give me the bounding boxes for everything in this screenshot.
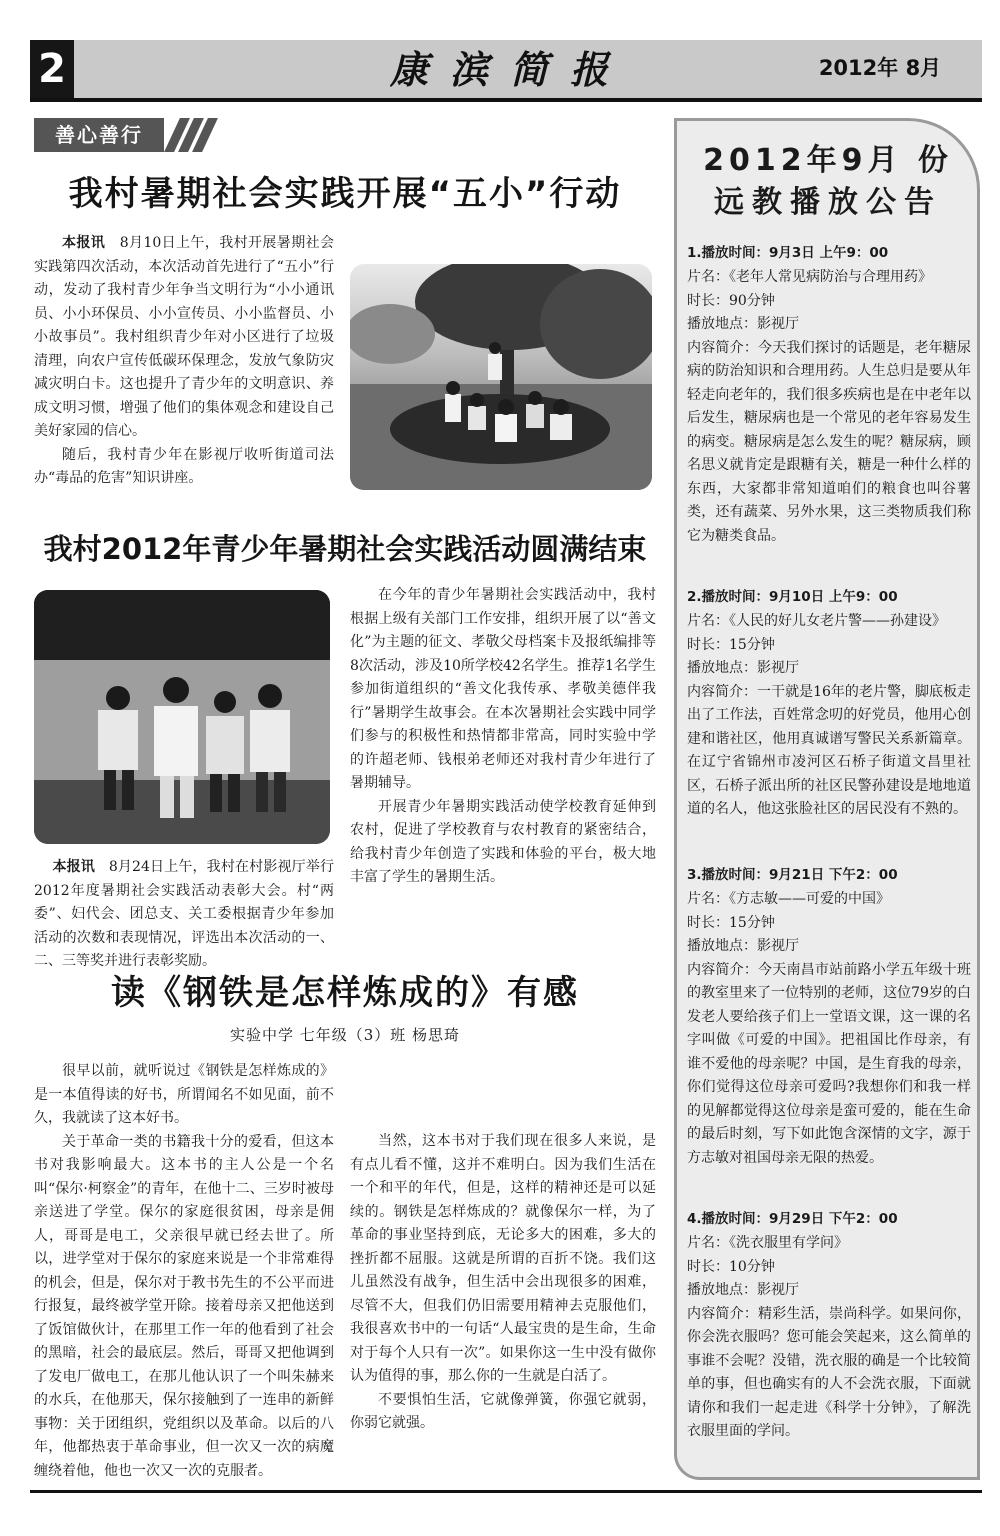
footer-rule bbox=[30, 1490, 982, 1493]
newspaper-title: 康滨简报 bbox=[389, 47, 630, 92]
broadcast-duration: 时长：15分钟 bbox=[687, 914, 775, 931]
article2-paragraph bbox=[34, 856, 334, 974]
broadcast-time: 2.播放时间：9月10日 上午9：00 bbox=[687, 589, 898, 605]
broadcast-summary: 内容简介：精彩生活，崇尚科学。如果问你，你会洗衣服吗？您可能会笑起来，这么简单的事谁不会呢？没错，洗衣服的确是一个比较简单的事，但也确实有的人不会洗衣服，下面就请你和我们一起走进《科学十分钟》，了解洗衣服里面的学问。 bbox=[687, 1305, 971, 1439]
article3-paragraph: 当然，这本书对于我们现在很多人来说，是有点儿看不懂，这并不难明白。因为我们生活在一个和平的年代，但是，这样的精神还是可以延续的。钢铁是怎样炼成的？就像保尔一样，为了革命的事业坚持到底，无论多大的困难，多大的挫折都不屈服。这就是所谓的百折不饶。我们这儿虽然没有战争，但生活中会出现很多的困难，尽管不大，但我们仍旧需要用精神去克服他们，我很喜欢书中的一句话“人最宝贵的是生命，生命对于每个人只有一次”。如果你这一生中没有做你认为值得的事，那么你的一生就是白活了。 bbox=[350, 1133, 656, 1384]
article3-paragraph: 不要惧怕生活，它就像弹簧，你强它就弱，你弱它就强。 bbox=[350, 1391, 656, 1431]
article2-paragraph: 开展青少年暑期实践活动使学校教育延伸到农村，促进了学校教育与农村教育的紧密结合，给我村青少年创造了实践和体验的平台，极大地丰富了学生的暑期生活。 bbox=[350, 798, 656, 885]
article3-column-right bbox=[350, 1130, 656, 1436]
broadcast-film: 片名：《方志敏——可爱的中国》 bbox=[687, 891, 890, 907]
broadcast-duration: 时长：10分钟 bbox=[687, 1258, 775, 1275]
article3-byline: 实验中学 七年级（3）班 杨思琦 bbox=[229, 1026, 461, 1044]
broadcast-venue: 播放地点：影视厅 bbox=[687, 1282, 799, 1298]
article3-paragraph: 关于革命一类的书籍我十分的爱看，但这本书对我影响最大。这本书的主人公是一个名叫“保尔·柯察金”的青年，在他十二、三岁时被母亲送进了学堂。保尔的家庭很贫困，母亲是佣人，哥哥是电工，父亲很早就已经去世了。所以，进学堂对于保尔的家庭来说是一个非常难得的机会，但是，保尔对于教书先生的不公平而进行报复，最终被学堂开除。接着母亲又把他送到了饭馆做伙计，在那里工作一年的他看到了社会的黑暗，社会的最底层。然后，哥哥又把他调到了发电厂做电工，在那儿他认识了一个叫朱赫来的水兵，在他那天，保尔接触到了一连串的新鲜事物：关于团组织，党组织以及革命。以后的八年，他都热衷于革命事业，但一次又一次的病魔缠绕着他，他也一次又一次的克服者。 bbox=[34, 1133, 334, 1479]
broadcast-item bbox=[687, 584, 971, 822]
broadcast-venue: 播放地点：影视厅 bbox=[687, 660, 799, 676]
article3-column-left bbox=[34, 1060, 334, 1483]
broadcast-summary: 内容简介：今天南昌市站前路小学五年级十班的教室里来了一位特别的老师，这位79岁的白发老人要给孩子们上一堂语文课，这一课的名字叫做《可爱的中国》。把祖国比作母亲，有谁不爱他的母亲呢？中国，是生育我的母亲，你们觉得这位母亲可爱吗?我想你们和我一样的见解都觉得这位母亲是蛮可爱的，能在生命的最后时刻，写下如此饱含深情的文字，源于方志敏对祖国母亲无限的热爱。 bbox=[687, 961, 971, 1166]
article2-photo bbox=[34, 590, 330, 844]
header-rule bbox=[30, 98, 982, 102]
broadcast-item bbox=[687, 862, 971, 1170]
article3-headline: 读《钢铁是怎样炼成的》有感 bbox=[111, 973, 579, 1013]
broadcast-summary: 内容简介：今天我们探讨的话题是，老年糖尿病的防治知识和合理用药。人生总归是要从年轻走向老年的，我们很多疾病也是在中老年以后发生，糖尿病也是一个常见的老年容易发生的病变。糖尿病是怎么发生的呢？糖尿病，顾名思义就肯定是跟糖有关，糖是一种什么样的东西，大家都非常知道咱们的粮食也叫谷薯类，还有蔬菜、另外水果，这三类物质我们称它为糖类食品。 bbox=[687, 339, 971, 544]
article1-photo bbox=[350, 264, 652, 490]
broadcast-summary: 内容简介：一干就是16年的老片警，脚底板走出了工作法，百姓常念叨的好党员，他用心创建和谐社区，他用真诚谱写警民关系新篇章。在辽宁省锦州市凌河区石桥子街道文昌里社区，石桥子派出所的社区民警孙建设是地地道道的名人，他这张脸社区的居民没有不熟的。 bbox=[687, 683, 971, 817]
broadcast-item bbox=[687, 1206, 971, 1444]
broadcast-duration: 时长：15分钟 bbox=[687, 636, 775, 653]
article1-paragraph bbox=[34, 232, 334, 444]
notice-title-line1: 2012年9月 份 bbox=[703, 143, 953, 178]
broadcast-venue: 播放地点：影视厅 bbox=[687, 316, 799, 332]
broadcast-duration: 时长：90分钟 bbox=[687, 292, 775, 309]
broadcast-time: 3.播放时间：9月21日 下午2：00 bbox=[687, 867, 898, 883]
notice-title-line2: 远教播放公告 bbox=[714, 185, 942, 220]
article3-paragraph: 很早以前，就听说过《钢铁是怎样炼成的》是一本值得读的好书，所谓闻名不如见面，前不久，我就读了这本好书。 bbox=[34, 1063, 334, 1126]
article2-paragraph: 在今年的青少年暑期社会实践活动中，我村根据上级有关部门工作安排，组织开展了以“善文化”为主题的征文、孝敬父母档案卡及报纸编排等8次活动，涉及10所学校42名学生。推荐1名学生参加街道组织的“善文化我传承、孝敬美德伴我行”暑期学生故事会。在本次暑期社会实践中同学们参与的积极性和热情都非常高，同时实验中学的许超老师、钱根弟老师还对我村青少年进行了暑期辅导。 bbox=[350, 587, 656, 791]
article2-text: 8月24日上午，我村在村影视厅举行2012年度暑期社会实践活动表彰大会。村“两委”、妇代会、团总支、关工委根据青少年参加活动的次数和表现情况，评选出本次活动的一、二、三等奖并进行表彰奖励。 bbox=[34, 859, 334, 969]
article1-column bbox=[34, 232, 334, 491]
article2-column-right bbox=[350, 584, 656, 890]
broadcast-venue: 播放地点：影视厅 bbox=[687, 938, 799, 954]
article2-headline: 我村2012年青少年暑期社会实践活动圆满结束 bbox=[43, 532, 647, 566]
broadcast-time: 1.播放时间：9月3日 上午9：00 bbox=[687, 245, 889, 261]
article1-headline: 我村暑期社会实践开展“五小”行动 bbox=[68, 174, 622, 214]
article1-text: 8月10日上午，我村开展暑期社会实践第四次活动，本次活动首先进行了“五小”行动，发动了我村青少年争当文明行为“小小通讯员、小小环保员、小小宣传员、小小监督员、小小故事员”。我村组织青少年对小区进行了垃圾清理，向农户宣传低碳环保理念，发放气象防灾减灾明白卡。这也提升了青少年的文明意识、养成文明习惯，增强了他们的集体观念和建设自己美好家园的信心。 bbox=[34, 235, 334, 439]
broadcast-film: 片名：《人民的好儿女老片警——孙建设》 bbox=[687, 613, 946, 629]
broadcast-film: 片名：《洗衣服里有学问》 bbox=[687, 1235, 848, 1251]
broadcast-film: 片名：《老年人常见病防治与合理用药》 bbox=[687, 269, 932, 285]
broadcast-item bbox=[687, 240, 971, 548]
article2-column-left bbox=[34, 856, 334, 974]
section-tag: 善心善行 bbox=[34, 118, 164, 152]
award-students-photo-image bbox=[34, 590, 330, 844]
volunteers-photo-image bbox=[350, 264, 652, 490]
article1-lead: 本报讯 bbox=[62, 235, 106, 251]
issue-date: 2012年 8月 bbox=[818, 56, 942, 80]
page-number: 2 bbox=[30, 40, 74, 98]
article2-lead: 本报讯 bbox=[52, 859, 95, 875]
broadcast-time: 4.播放时间：9月29日 下午2：00 bbox=[687, 1211, 898, 1227]
article1-paragraph: 随后，我村青少年在影视厅收听街道司法办“毒品的危害”知识讲座。 bbox=[34, 446, 334, 486]
